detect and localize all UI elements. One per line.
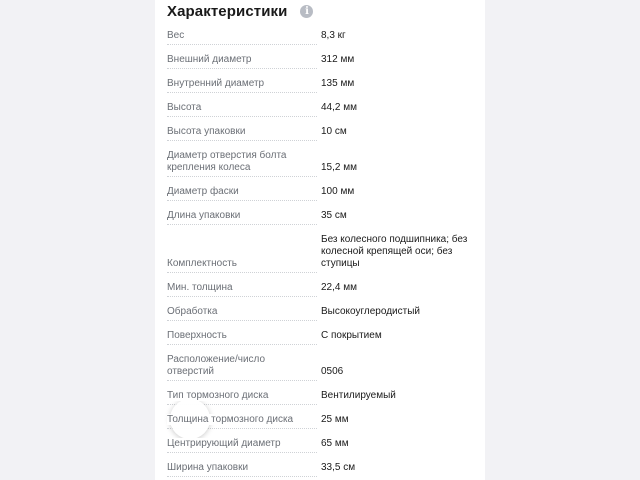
spec-row-min-thickness — [167, 282, 477, 295]
spec-row-height — [167, 102, 477, 115]
spec-row-processing — [167, 306, 477, 319]
spec-value: Вентилируемый — [321, 390, 396, 401]
spec-value: 65 мм — [321, 438, 349, 449]
spec-value: 100 мм — [321, 186, 355, 197]
spec-label: Вес — [167, 30, 303, 43]
spec-label: Тип тормозного диска — [167, 390, 303, 403]
spec-label: Диаметр фаски — [167, 186, 303, 199]
spec-label: Толщина тормозного диска — [167, 414, 303, 427]
spec-value: Без колесного подшипника; без колесной крепящей оси; без ступицы — [321, 234, 468, 269]
spec-label: Диаметр отверстия болта крепления колеса — [167, 150, 303, 175]
spec-label: Внутренний диаметр — [167, 78, 303, 91]
spec-value: 25 мм — [321, 414, 349, 425]
spec-row-centering-diameter — [167, 438, 477, 451]
spec-row-package-width — [167, 462, 477, 475]
spec-value: Высокоуглеродистый — [321, 306, 420, 317]
spec-row-hole-layout — [167, 354, 477, 379]
spec-value: 33,5 см — [321, 462, 356, 473]
spec-row-package-height — [167, 126, 477, 139]
spec-value: 135 мм — [321, 78, 355, 89]
spec-value: 44,2 мм — [321, 102, 357, 113]
section-title: Характеристики — [167, 2, 288, 20]
spec-value: 22,4 мм — [321, 282, 357, 293]
spec-label: Расположение/число отверстий — [167, 354, 303, 379]
spec-value: 10 см — [321, 126, 347, 137]
spec-label: Обработка — [167, 306, 303, 319]
spec-label: Высота — [167, 102, 303, 115]
spec-row-chamfer-diameter — [167, 186, 477, 199]
spec-row-disc-type — [167, 390, 477, 403]
spec-row-completeness — [167, 234, 477, 271]
spec-label: Центрирующий диаметр — [167, 438, 303, 451]
spec-label: Поверхность — [167, 330, 303, 343]
spec-label: Комплектность — [167, 258, 303, 271]
info-icon[interactable]: i — [300, 5, 313, 18]
spec-row-inner-diameter — [167, 78, 477, 91]
spec-row-package-length — [167, 210, 477, 223]
spec-label: Ширина упаковки — [167, 462, 303, 475]
spec-row-surface — [167, 330, 477, 343]
specs-list — [167, 30, 477, 480]
spec-value: 0506 — [321, 366, 344, 377]
spec-value: 15,2 мм — [321, 162, 357, 173]
spec-label: Мин. толщина — [167, 282, 303, 295]
spec-value: 8,3 кг — [321, 30, 346, 41]
spec-row-weight — [167, 30, 477, 43]
spec-row-disc-thickness — [167, 414, 477, 427]
spec-row-bolt-hole-diameter — [167, 150, 477, 175]
spec-label: Высота упаковки — [167, 126, 303, 139]
spec-label: Длина упаковки — [167, 210, 303, 223]
spec-value: 35 см — [321, 210, 347, 221]
spec-value: 312 мм — [321, 54, 355, 65]
spec-value: С покрытием — [321, 330, 382, 341]
spec-row-outer-diameter — [167, 54, 477, 67]
section-header — [167, 0, 313, 22]
spec-label: Внешний диаметр — [167, 54, 303, 67]
